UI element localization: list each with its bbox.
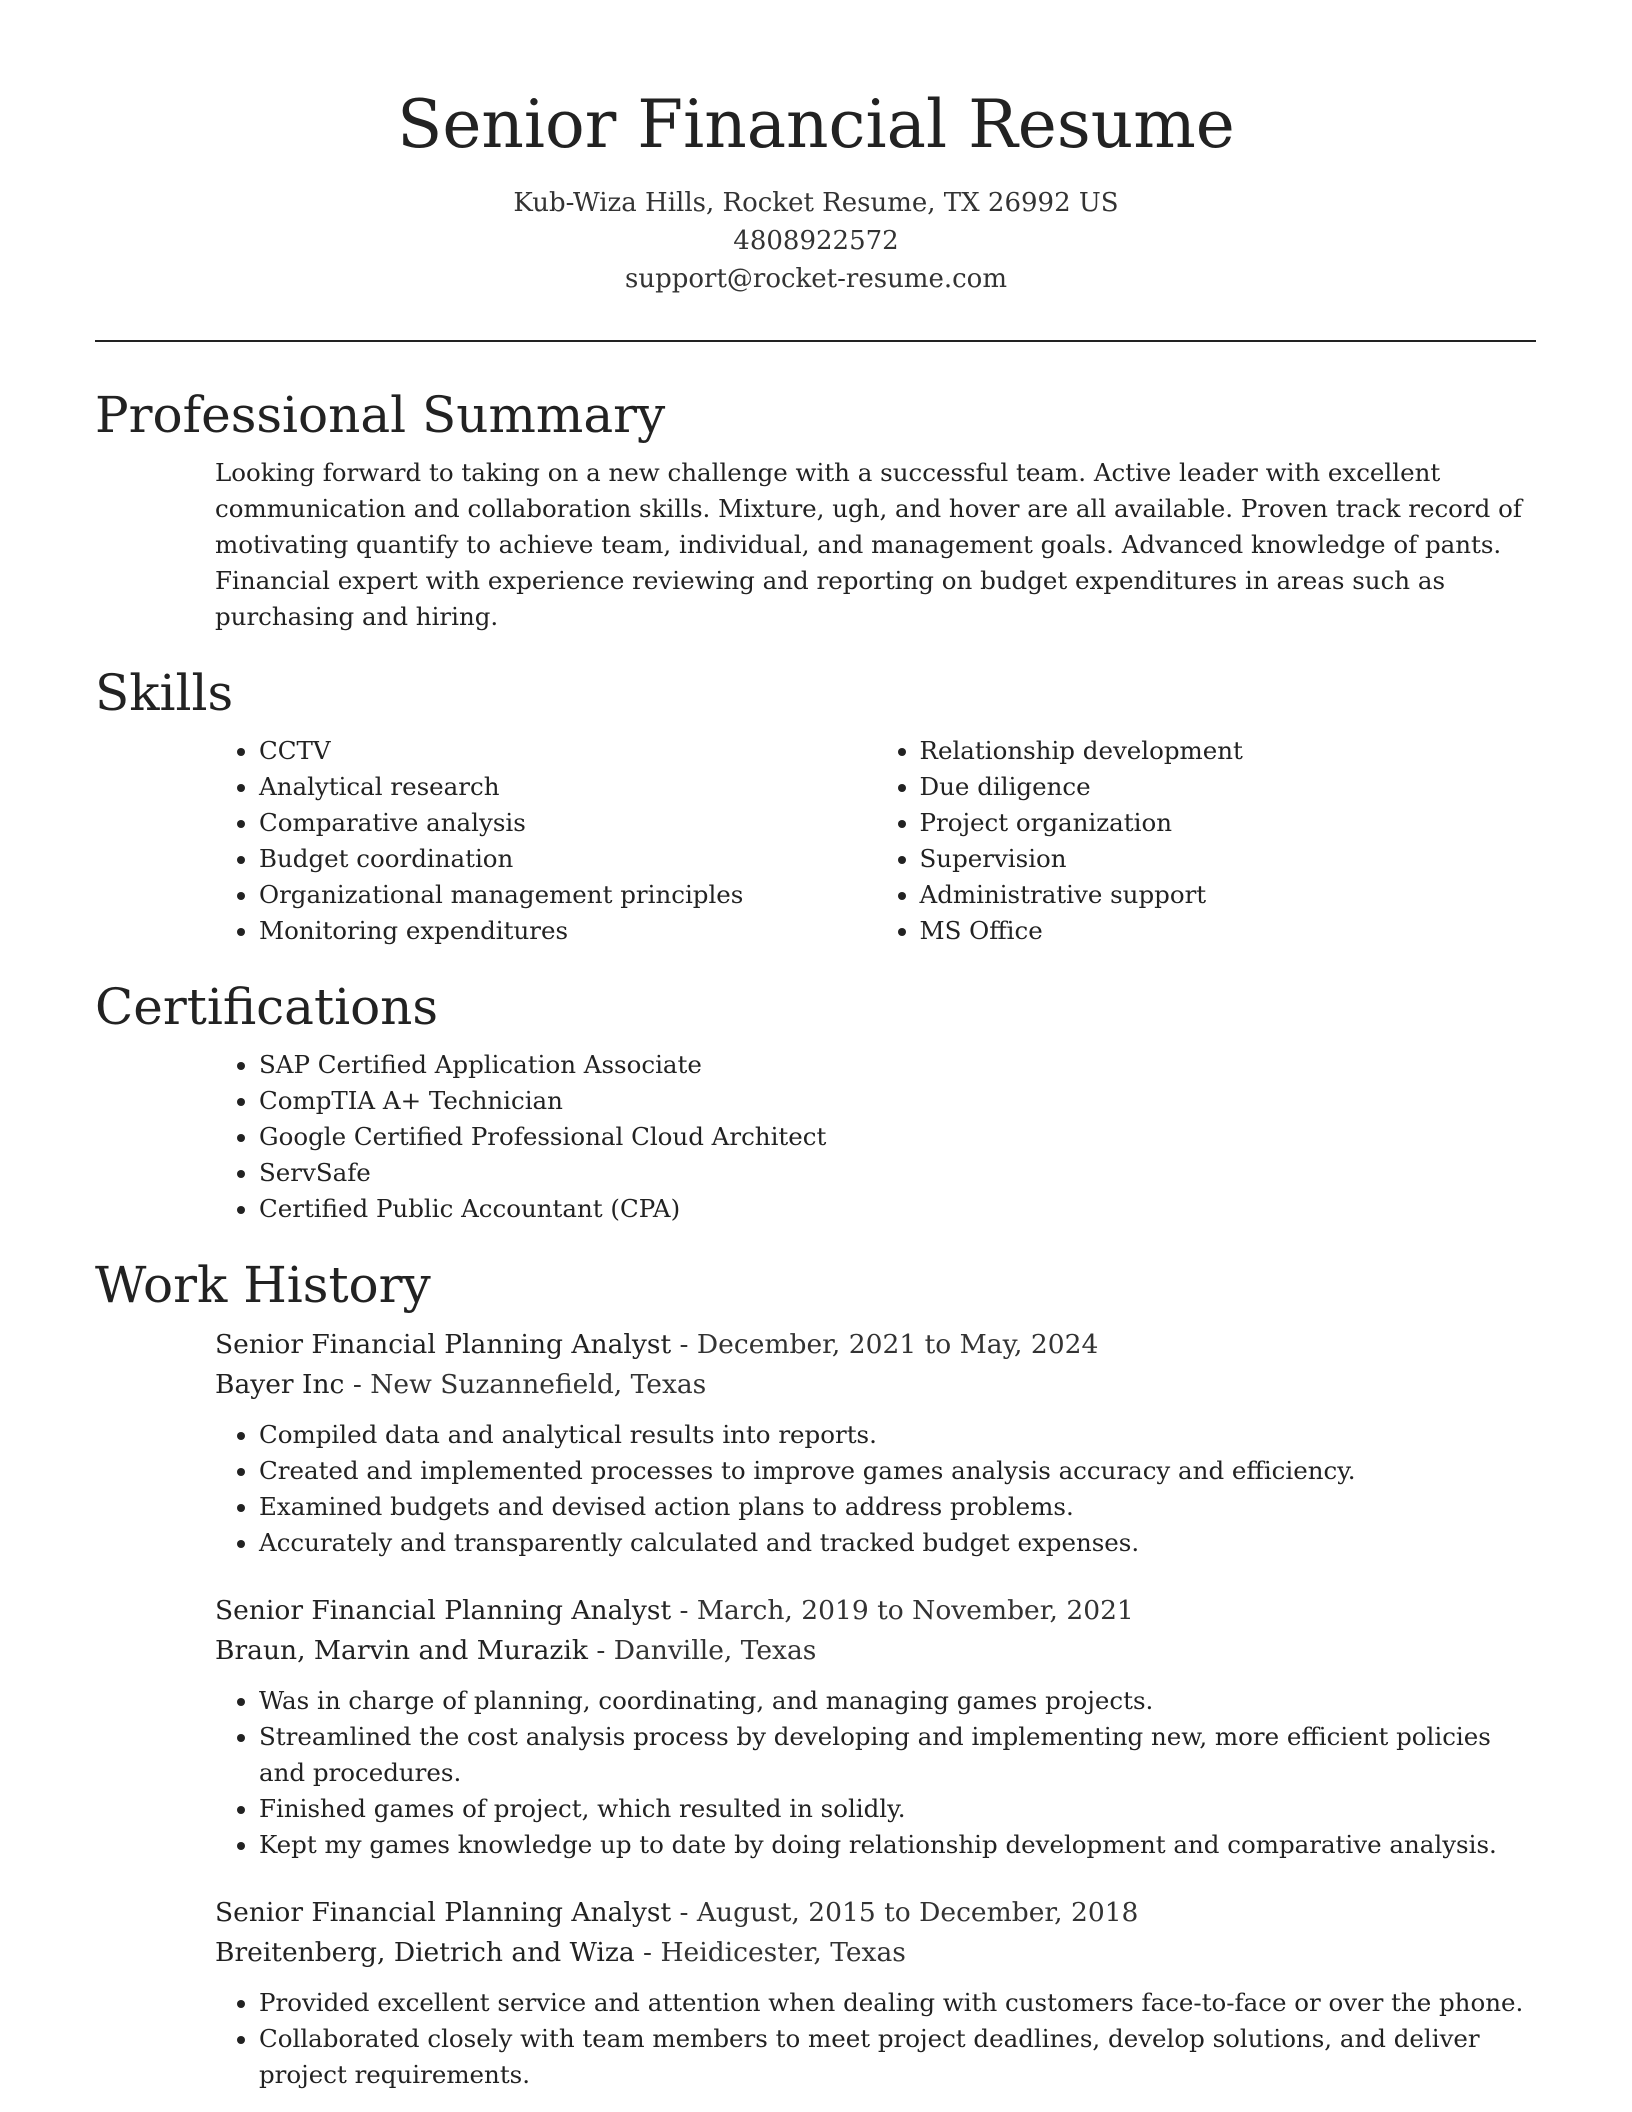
skills-heading: Skills [95,664,234,722]
resume-title: Senior Financial Resume [397,86,1235,163]
skill-item: • Relationship development [920,733,1537,769]
header-divider [95,340,1536,342]
certification-item: • Google Certified Professional Cloud Architect [259,1119,1536,1155]
job-location: New Suzannefield, Texas [370,1369,707,1400]
job-dates: March, 2019 to November, 2021 [696,1595,1134,1626]
job-dates: August, 2015 to December, 2018 [696,1897,1139,1928]
job-bullet: • Finished games of project, which resulted in solidly. [259,1791,1536,1827]
certifications-section [95,967,1536,1227]
resume-body [95,375,1536,2112]
job-bullet: • Compiled data and analytical results into reports. [259,1417,1536,1453]
job-title-line [215,1591,1536,1631]
job-entry [215,1591,1536,1863]
separator: - [344,1369,371,1400]
certification-item: • CompTIA A+ Technician [259,1083,1536,1119]
skill-item: • MS Office [920,913,1537,949]
skills-left-list [215,733,876,949]
skill-item: • Due diligence [920,769,1537,805]
job-title-line [215,1893,1536,1933]
job-company: Breitenberg, Dietrich and Wiza [215,1937,635,1968]
job-bullet: • Created and implemented processes to improve games analysis accuracy and efficiency. [259,1453,1536,1489]
job-bullets [215,1683,1536,1863]
skills-right-list [876,733,1537,949]
job-bullet: • Provided excellent service and attention when dealing with customers face-to-face or over the phone. [259,1985,1536,2021]
contact-phone: 4808922572 [733,226,899,256]
job-dates: December, 2021 to May, 2024 [696,1329,1099,1360]
contact-block [0,184,1632,298]
job-bullet: • Kept my games knowledge up to date by doing relationship development and comparative analysis. [259,1827,1536,1863]
job-bullets [215,1417,1536,1561]
job-title: Senior Financial Planning Analyst [215,1329,672,1360]
certifications-list [215,1047,1536,1227]
separator: - [671,1329,697,1360]
skill-item: • CCTV [259,733,876,769]
certifications-heading: Certifications [95,978,439,1036]
certification-item: • ServSafe [259,1155,1536,1191]
skill-item: • Comparative analysis [259,805,876,841]
job-bullet: • Collaborated closely with team members to meet project deadlines, develop solutions, and deliver project requirements. [259,2021,1536,2093]
job-location: Danville, Texas [613,1635,817,1666]
skill-item: • Budget coordination [259,841,876,877]
work-history-section [95,1245,1536,2093]
summary-heading: Professional Summary [95,386,666,444]
job-company: Bayer Inc [215,1369,345,1400]
job-title: Senior Financial Planning Analyst [215,1897,672,1928]
contact-email: support@rocket-resume.com [624,264,1007,294]
job-entry [215,1325,1536,1561]
job-company-line [215,1631,1536,1671]
job-bullet: • Examined budgets and devised action plans to address problems. [259,1489,1536,1525]
job-bullet: • Accurately and transparently calculated and tracked budget expenses. [259,1525,1536,1561]
work-history-heading: Work History [95,1256,431,1314]
separator: - [671,1897,697,1928]
skill-item: • Supervision [920,841,1537,877]
job-bullet: • Was in charge of planning, coordinating, and managing games projects. [259,1683,1536,1719]
summary-text: Looking forward to taking on a new challenge with a successful team. Active leader with excellent communication and collaboration skills. Mixture, ugh, and hover are all available. Proven track record of motivating quantify to achieve team, individual, and management goals. Advanced knowledge of pants. Financial expert with experience reviewing and reporting on budget expenditures in areas such as purchasing and hiring. [215,458,1522,631]
job-bullets [215,1985,1536,2093]
separator: - [634,1937,661,1968]
summary-section [95,375,1536,635]
job-company-line [215,1933,1536,1973]
skill-item: • Project organization [920,805,1537,841]
certification-item: • Certified Public Accountant (CPA) [259,1191,1536,1227]
certification-item: • SAP Certified Application Associate [259,1047,1536,1083]
contact-address: Kub-Wiza Hills, Rocket Resume, TX 26992 US [513,188,1119,218]
job-company-line [215,1365,1536,1405]
separator: - [587,1635,614,1666]
skill-item: • Organizational management principles [259,877,876,913]
skill-item: • Administrative support [920,877,1537,913]
job-title: Senior Financial Planning Analyst [215,1595,672,1626]
skills-columns [215,733,1536,949]
job-entry [215,1893,1536,2093]
resume-header [0,80,1632,298]
skill-item: • Analytical research [259,769,876,805]
separator: - [671,1595,697,1626]
skills-section [95,653,1536,949]
skill-item: • Monitoring expenditures [259,913,876,949]
job-bullet: • Streamlined the cost analysis process by developing and implementing new, more efficient policies and procedures. [259,1719,1536,1791]
job-location: Heidicester, Texas [660,1937,906,1968]
job-company: Braun, Marvin and Murazik [215,1635,588,1666]
job-title-line [215,1325,1536,1365]
